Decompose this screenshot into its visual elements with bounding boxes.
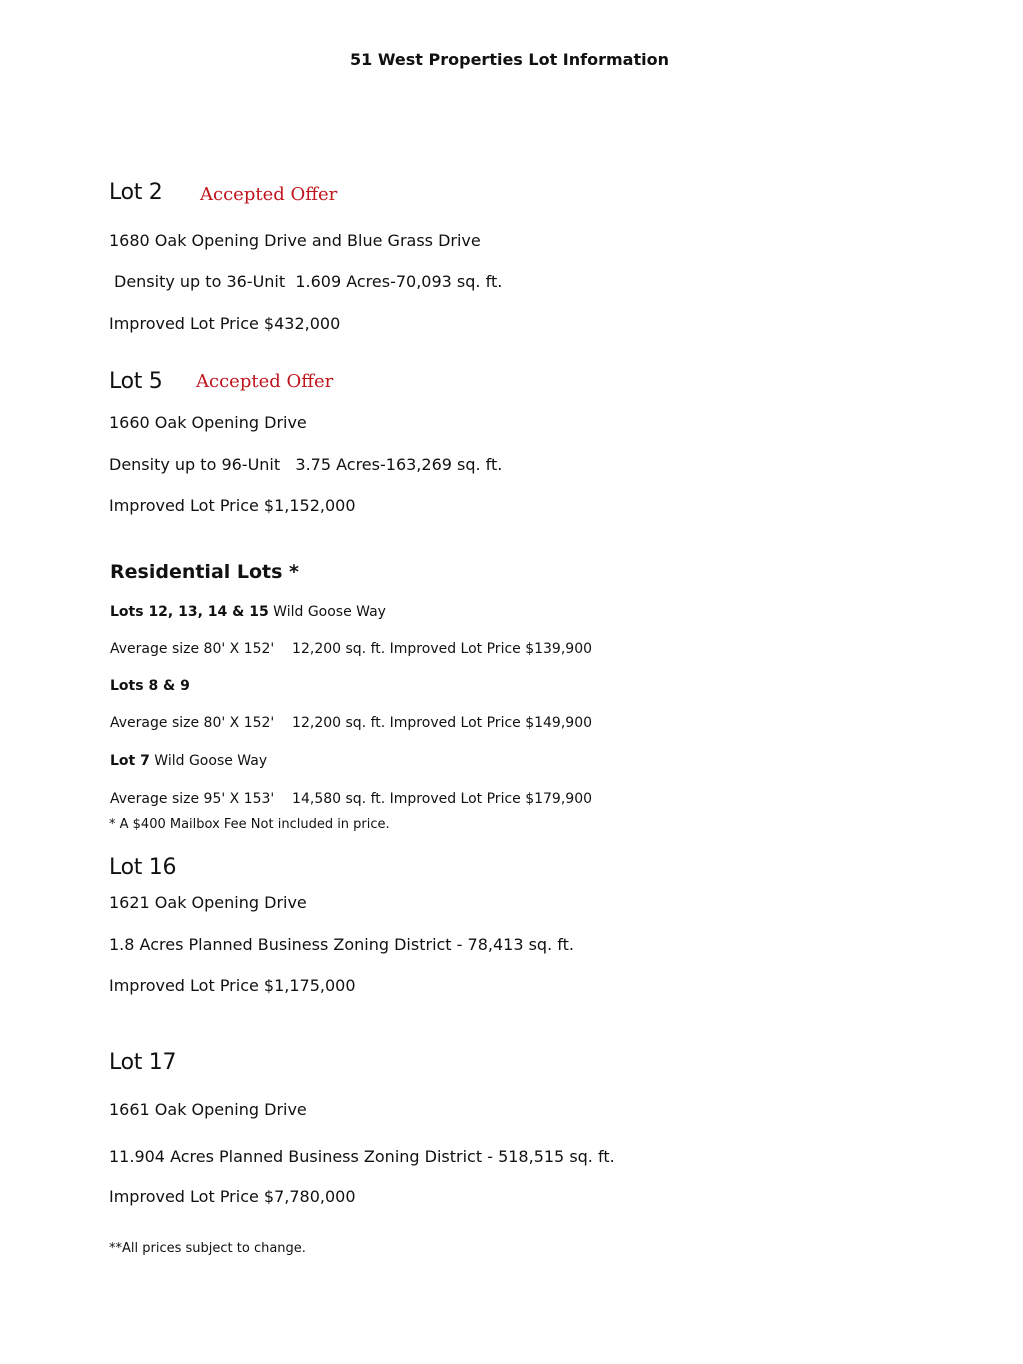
group-1-lots: Lots 12, 13, 14 & 15 (110, 604, 269, 620)
page-title: 51 West Properties Lot Information (350, 50, 669, 69)
residential-group-3-label (110, 753, 267, 769)
lot-16-zoning: 1.8 Acres Planned Business Zoning District - 78,413 sq. ft. (109, 935, 574, 954)
residential-group-1-label (110, 604, 386, 620)
group-2-details: Average size 80' X 152' 12,200 sq. ft. Improved Lot Price $149,900 (110, 715, 593, 731)
lot-2-status: Accepted Offer (200, 184, 338, 205)
mailbox-footnote: * A $400 Mailbox Fee Not included in price. (109, 817, 390, 832)
lot-2-price: Improved Lot Price $432,000 (109, 314, 341, 333)
lot-17-address: 1661 Oak Opening Drive (109, 1100, 307, 1119)
group-1-street: Wild Goose Way (268, 604, 386, 620)
lot-5-address: 1660 Oak Opening Drive (109, 413, 307, 432)
lot-2-address: 1680 Oak Opening Drive and Blue Grass Drive (109, 231, 481, 250)
group-3-details: Average size 95' X 153' 14,580 sq. ft. Improved Lot Price $179,900 (110, 791, 593, 807)
group-2-lots: Lots 8 & 9 (110, 678, 190, 694)
lot-17-heading: Lot 17 (109, 1050, 177, 1075)
lot-17-zoning: 11.904 Acres Planned Business Zoning District - 518,515 sq. ft. (109, 1147, 615, 1166)
group-1-details: Average size 80' X 152' 12,200 sq. ft. Improved Lot Price $139,900 (110, 641, 593, 657)
lot-16-price: Improved Lot Price $1,175,000 (109, 976, 356, 995)
lot-5-heading: Lot 5 (109, 369, 163, 394)
lot-2-heading: Lot 2 (109, 180, 163, 205)
group-3-street: Wild Goose Way (149, 753, 268, 769)
lot-17-price: Improved Lot Price $7,780,000 (109, 1187, 356, 1206)
lot-5-status: Accepted Offer (196, 371, 334, 392)
prices-footer-note: **All prices subject to change. (109, 1241, 306, 1256)
lot-16-address: 1621 Oak Opening Drive (109, 893, 307, 912)
lot-16-heading: Lot 16 (109, 855, 177, 880)
lot-5-price: Improved Lot Price $1,152,000 (109, 496, 356, 515)
residential-group-2-label (110, 678, 190, 694)
residential-heading: Residential Lots * (110, 561, 299, 583)
lot-2-density: Density up to 36-Unit 1.609 Acres-70,093 sq. ft. (114, 272, 503, 291)
group-3-lots: Lot 7 (110, 753, 150, 769)
lot-5-density: Density up to 96-Unit 3.75 Acres-163,269 sq. ft. (109, 455, 503, 474)
